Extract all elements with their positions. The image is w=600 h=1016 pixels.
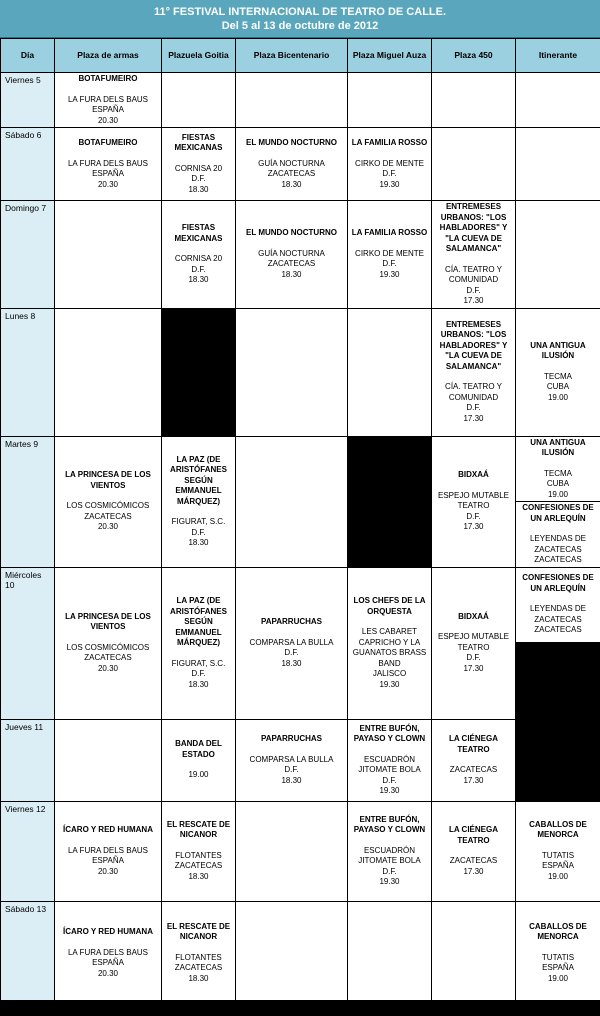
- event-detail: ESPAÑA: [92, 958, 124, 967]
- event-detail: ESPAÑA: [542, 963, 574, 973]
- event-title: LA CIÉNEGA TEATRO: [448, 825, 499, 845]
- event-cell: [236, 719, 348, 801]
- event-title: LA PAZ (DE ARISTÓFANES SEGÚN EMMANUEL MÁRQUEZ): [170, 454, 227, 506]
- event-detail: TUTATIS: [541, 850, 575, 860]
- event-detail: D.F.: [191, 174, 206, 184]
- event-detail: 18.30: [188, 871, 209, 881]
- event-detail: 19.00: [547, 489, 569, 499]
- event-cell: [162, 801, 236, 901]
- day-cell: Viernes 5: [1, 73, 55, 128]
- event-detail: 18.30: [188, 275, 209, 284]
- event-detail: CIRKO DE MENTE: [355, 158, 424, 168]
- empty-cell: [236, 73, 348, 128]
- event-detail: D.F.: [284, 648, 299, 657]
- footer-bar: [0, 1000, 600, 1016]
- event-detail: D.F.: [382, 866, 397, 876]
- event-detail: D.F.: [191, 669, 206, 678]
- empty-cell: [55, 719, 162, 801]
- event-detail: ESPAÑA: [542, 861, 574, 871]
- event-cell: [162, 201, 236, 309]
- event-detail: CUBA: [546, 479, 570, 488]
- event-title: LA CIÉNEGA TEATRO: [448, 734, 499, 754]
- event-detail: ZACATECAS: [267, 259, 316, 269]
- event-detail: 18.30: [188, 679, 209, 689]
- table-row: [1, 436, 600, 502]
- table-row: [1, 901, 600, 1005]
- event-detail: LA FURA DELS BAUS: [67, 845, 149, 855]
- event-title: CABALLOS DE MENORCA: [529, 921, 587, 942]
- event-title: ENTRE BUFÓN, PAYASO Y CLOWN: [353, 723, 426, 743]
- event-detail: CORNISA 20: [174, 163, 223, 173]
- event-detail: ESPEJO MUTABLE TEATRO: [438, 490, 509, 511]
- empty-cell: [432, 901, 516, 1005]
- event-title: PAPARRUCHAS: [260, 734, 323, 743]
- event-cell: [432, 719, 516, 801]
- event-detail: 19.00: [547, 871, 569, 881]
- event-title: PAPARRUCHAS: [260, 617, 323, 626]
- event-detail: 17.30: [463, 775, 484, 785]
- event-cell: [162, 719, 236, 801]
- event-detail: JALISCO: [372, 669, 407, 678]
- column-header-plazuela-goitia: Plazuela Goitia: [162, 39, 236, 73]
- empty-cell: [55, 201, 162, 309]
- event-cell: [55, 801, 162, 901]
- event-title: CONFESIONES DE UN ARLEQUÍN: [522, 573, 594, 593]
- event-cell: [432, 801, 516, 901]
- event-detail: 17.30: [463, 296, 484, 305]
- empty-cell: [516, 73, 600, 128]
- blacked-out-cell: [162, 308, 236, 436]
- event-detail: 18.30: [281, 775, 302, 785]
- event-title: ENTREMESES URBANOS: "LOS HABLADORES" Y "LA CUEVA DE SALAMANCA": [439, 319, 508, 371]
- event-cell: [162, 901, 236, 1005]
- event-detail: 19.00: [547, 973, 569, 983]
- event-cell: [432, 308, 516, 436]
- event-detail: LEYENDAS DE ZACATECAS: [529, 534, 587, 554]
- event-detail: ESPEJO MUTABLE TEATRO: [438, 632, 509, 652]
- event-detail: 17.30: [463, 413, 484, 423]
- festival-dates: Del 5 al 13 de octubre de 2012: [221, 20, 379, 32]
- table-row: [1, 73, 600, 128]
- empty-cell: [55, 308, 162, 436]
- blacked-out-cell: [348, 436, 432, 567]
- event-title: FIESTAS MEXICANAS: [174, 223, 223, 243]
- event-detail: D.F.: [284, 765, 299, 774]
- event-title: ÍCARO Y RED HUMANA: [63, 825, 153, 834]
- empty-cell: [516, 201, 600, 309]
- event-detail: 19.30: [379, 786, 400, 795]
- column-header-plaza-miguel-auza: Plaza Miguel Auza: [348, 39, 432, 73]
- event-title: LA PRINCESA DE LOS VIENTOS: [65, 470, 151, 490]
- event-title: BIDXAÁ: [458, 470, 489, 480]
- event-detail: ZACATECAS: [534, 555, 582, 564]
- event-title: ENTRE BUFÓN, PAYASO Y CLOWN: [353, 814, 426, 834]
- event-detail: 17.30: [463, 522, 484, 532]
- event-detail: ZACATECAS: [449, 856, 498, 865]
- event-detail: 18.30: [281, 179, 302, 189]
- empty-cell: [348, 73, 432, 128]
- event-detail: 17.30: [463, 663, 484, 673]
- header-row: [1, 39, 600, 73]
- event-cell: [236, 567, 348, 719]
- column-header-plaza-bicentenario: Plaza Bicentenario: [236, 39, 348, 73]
- event-title: ENTREMESES URBANOS: "LOS HABLADORES" Y "LA CUEVA DE SALAMANCA": [439, 202, 508, 253]
- empty-cell: [516, 128, 600, 201]
- event-cell: [162, 436, 236, 567]
- event-detail: D.F.: [466, 403, 481, 413]
- event-detail: CÍA. TEATRO Y COMUNIDAD: [445, 382, 502, 402]
- event-detail: D.F.: [382, 259, 397, 269]
- event-detail: 20.30: [97, 179, 119, 189]
- event-detail: COMPARSA LA BULLA: [249, 754, 334, 764]
- event-detail: 17.30: [463, 866, 484, 876]
- event-cell: [516, 901, 600, 1005]
- event-detail: CUBA: [546, 382, 570, 392]
- event-cell: [432, 201, 516, 309]
- event-detail: 19.00: [547, 392, 569, 402]
- event-title: BOTAFUMEIRO: [78, 138, 138, 147]
- event-title: CABALLOS DE MENORCA: [529, 819, 587, 840]
- event-detail: 19.00: [188, 770, 209, 780]
- event-detail: 18.30: [188, 184, 209, 194]
- event-title: EL MUNDO NOCTURNO: [246, 138, 337, 147]
- event-cell: [162, 128, 236, 201]
- event-detail: D.F.: [191, 264, 206, 274]
- event-title: LA PRINCESA DE LOS VIENTOS: [65, 611, 151, 632]
- event-title: BANDA DEL ESTADO: [175, 739, 222, 759]
- day-cell: Lunes 8: [1, 308, 55, 436]
- schedule-table: [0, 38, 600, 1006]
- event-detail: FLOTANTES: [175, 850, 222, 860]
- event-detail: ZACATECAS: [84, 653, 132, 663]
- event-detail: 20.30: [97, 968, 119, 978]
- day-cell: Viernes 12: [1, 801, 55, 901]
- event-detail: ZACATECAS: [84, 511, 132, 521]
- event-cell: [348, 719, 432, 801]
- event-detail: 20.30: [97, 866, 119, 876]
- column-header-plaza-450: Plaza 450: [432, 39, 516, 73]
- event-title: ÍCARO Y RED HUMANA: [63, 927, 153, 936]
- event-title: FIESTAS MEXICANAS: [174, 132, 223, 153]
- event-detail: FLOTANTES: [175, 952, 222, 962]
- event-detail: 19.30: [379, 269, 400, 279]
- event-detail: ESPAÑA: [92, 105, 124, 114]
- event-detail: GUÍA NOCTURNA: [258, 158, 325, 168]
- table-row: [1, 201, 600, 309]
- event-detail: 20.30: [97, 115, 119, 125]
- event-title: EL RESCATE DE NICANOR: [166, 921, 231, 942]
- event-detail: LA FURA DELS BAUS: [67, 94, 149, 104]
- empty-cell: [236, 901, 348, 1005]
- empty-cell: [348, 308, 432, 436]
- event-detail: ZACATECAS: [449, 765, 498, 774]
- event-detail: D.F.: [466, 653, 481, 663]
- event-detail: CÍA. TEATRO Y COMUNIDAD: [445, 264, 502, 284]
- event-cell: [348, 201, 432, 309]
- day-cell: Domingo 7: [1, 201, 55, 309]
- event-title: CONFESIONES DE UN ARLEQUÍN: [522, 503, 594, 523]
- event-detail: TUTATIS: [541, 952, 575, 962]
- event-cell: [55, 73, 162, 128]
- event-title: LOS CHEFS DE LA ORQUESTA: [353, 596, 426, 616]
- event-detail: LA FURA DELS BAUS: [67, 158, 149, 168]
- empty-cell: [236, 801, 348, 901]
- event-cell: [432, 436, 516, 567]
- day-cell: Sábado 13: [1, 901, 55, 1005]
- event-detail: CORNISA 20: [174, 254, 223, 263]
- event-title: LA FAMILIA ROSSO: [351, 228, 428, 238]
- event-detail: LA FURA DELS BAUS: [67, 947, 149, 957]
- event-detail: ESCUADRÓN JITOMATE BOLA: [358, 754, 421, 774]
- event-detail: 18.30: [188, 538, 209, 547]
- event-detail: ZACATECAS: [267, 169, 316, 178]
- event-detail: LOS COSMICÓMICOS: [66, 501, 150, 511]
- event-detail: D.F.: [191, 527, 206, 537]
- empty-cell: [432, 128, 516, 201]
- event-detail: COMPARSA LA BULLA: [249, 637, 334, 647]
- event-cell: [516, 308, 600, 436]
- event-cell: [516, 502, 600, 568]
- empty-cell: [162, 73, 236, 128]
- event-detail: FIGURAT, S.C.: [171, 517, 226, 526]
- event-detail: 20.30: [97, 522, 119, 532]
- event-detail: TECMA: [544, 468, 572, 478]
- table-row: [1, 567, 600, 642]
- blacked-out-cell: [516, 642, 600, 801]
- event-detail: 18.30: [281, 269, 302, 279]
- event-title: EL MUNDO NOCTURNO: [246, 228, 337, 238]
- event-detail: ESPAÑA: [92, 169, 124, 178]
- event-title: LA PAZ (DE ARISTÓFANES SEGÚN EMMANUEL MÁRQUEZ): [170, 596, 227, 647]
- event-title: LA FAMILIA ROSSO: [351, 138, 428, 147]
- empty-cell: [236, 308, 348, 436]
- event-cell: [516, 567, 600, 642]
- event-detail: 19.30: [379, 179, 400, 189]
- event-title: BOTAFUMEIRO: [78, 74, 138, 83]
- event-detail: GUÍA NOCTURNA: [258, 248, 325, 258]
- event-cell: [162, 567, 236, 719]
- day-cell: Miércoles 10: [1, 567, 55, 719]
- event-detail: LES CABARET CAPRICHO Y LA GUANATOS BRASS BAND: [352, 627, 427, 668]
- event-cell: [236, 201, 348, 309]
- event-detail: FIGURAT, S.C.: [171, 658, 226, 668]
- day-cell: Jueves 11: [1, 719, 55, 801]
- event-detail: ZACATECAS: [174, 861, 223, 871]
- event-detail: 19.30: [379, 679, 400, 689]
- event-detail: 18.30: [188, 973, 209, 983]
- event-cell: [236, 128, 348, 201]
- event-cell: [348, 128, 432, 201]
- event-cell: [516, 801, 600, 901]
- event-cell: [348, 801, 432, 901]
- event-title: BIDXAÁ: [458, 611, 489, 621]
- day-cell: Sábado 6: [1, 128, 55, 201]
- event-detail: 18.30: [281, 658, 302, 668]
- event-detail: ZACATECAS: [534, 625, 582, 635]
- event-cell: [348, 567, 432, 719]
- event-cell: [55, 128, 162, 201]
- event-detail: LOS COSMICÓMICOS: [66, 642, 150, 652]
- event-cell: [55, 901, 162, 1005]
- table-row: [1, 128, 600, 201]
- event-detail: 20.30: [97, 663, 119, 673]
- event-detail: ZACATECAS: [174, 963, 223, 973]
- event-detail: 19.30: [379, 877, 400, 886]
- event-title: UNA ANTIGUA ILUSIÓN: [530, 437, 586, 457]
- event-detail: D.F.: [466, 285, 481, 295]
- festival-title: 11° FESTIVAL INTERNACIONAL DE TEATRO DE CALLE.: [153, 6, 447, 18]
- event-cell: [55, 436, 162, 567]
- day-cell: Martes 9: [1, 436, 55, 567]
- table-row: [1, 308, 600, 436]
- column-header-plaza-de-armas: Plaza de armas: [55, 39, 162, 73]
- festival-header: [0, 0, 600, 38]
- empty-cell: [432, 73, 516, 128]
- empty-cell: [348, 901, 432, 1005]
- event-cell: [516, 436, 600, 502]
- event-detail: LEYENDAS DE ZACATECAS: [529, 604, 587, 624]
- event-cell: [432, 567, 516, 719]
- event-title: UNA ANTIGUA ILUSIÓN: [530, 340, 586, 361]
- event-detail: ESCUADRÓN JITOMATE BOLA: [358, 845, 421, 865]
- table-row: [1, 719, 600, 801]
- event-detail: D.F.: [466, 511, 481, 521]
- event-detail: CIRKO DE MENTE: [355, 248, 424, 258]
- event-detail: TECMA: [544, 371, 572, 381]
- column-header-itinerante: Itinerante: [516, 39, 600, 73]
- event-detail: ESPAÑA: [92, 856, 124, 865]
- empty-cell: [236, 436, 348, 567]
- event-detail: D.F.: [382, 775, 397, 785]
- column-header-dia: Día: [1, 39, 55, 73]
- event-detail: D.F.: [382, 169, 397, 178]
- event-cell: [55, 567, 162, 719]
- table-row: [1, 801, 600, 901]
- event-title: EL RESCATE DE NICANOR: [166, 819, 231, 840]
